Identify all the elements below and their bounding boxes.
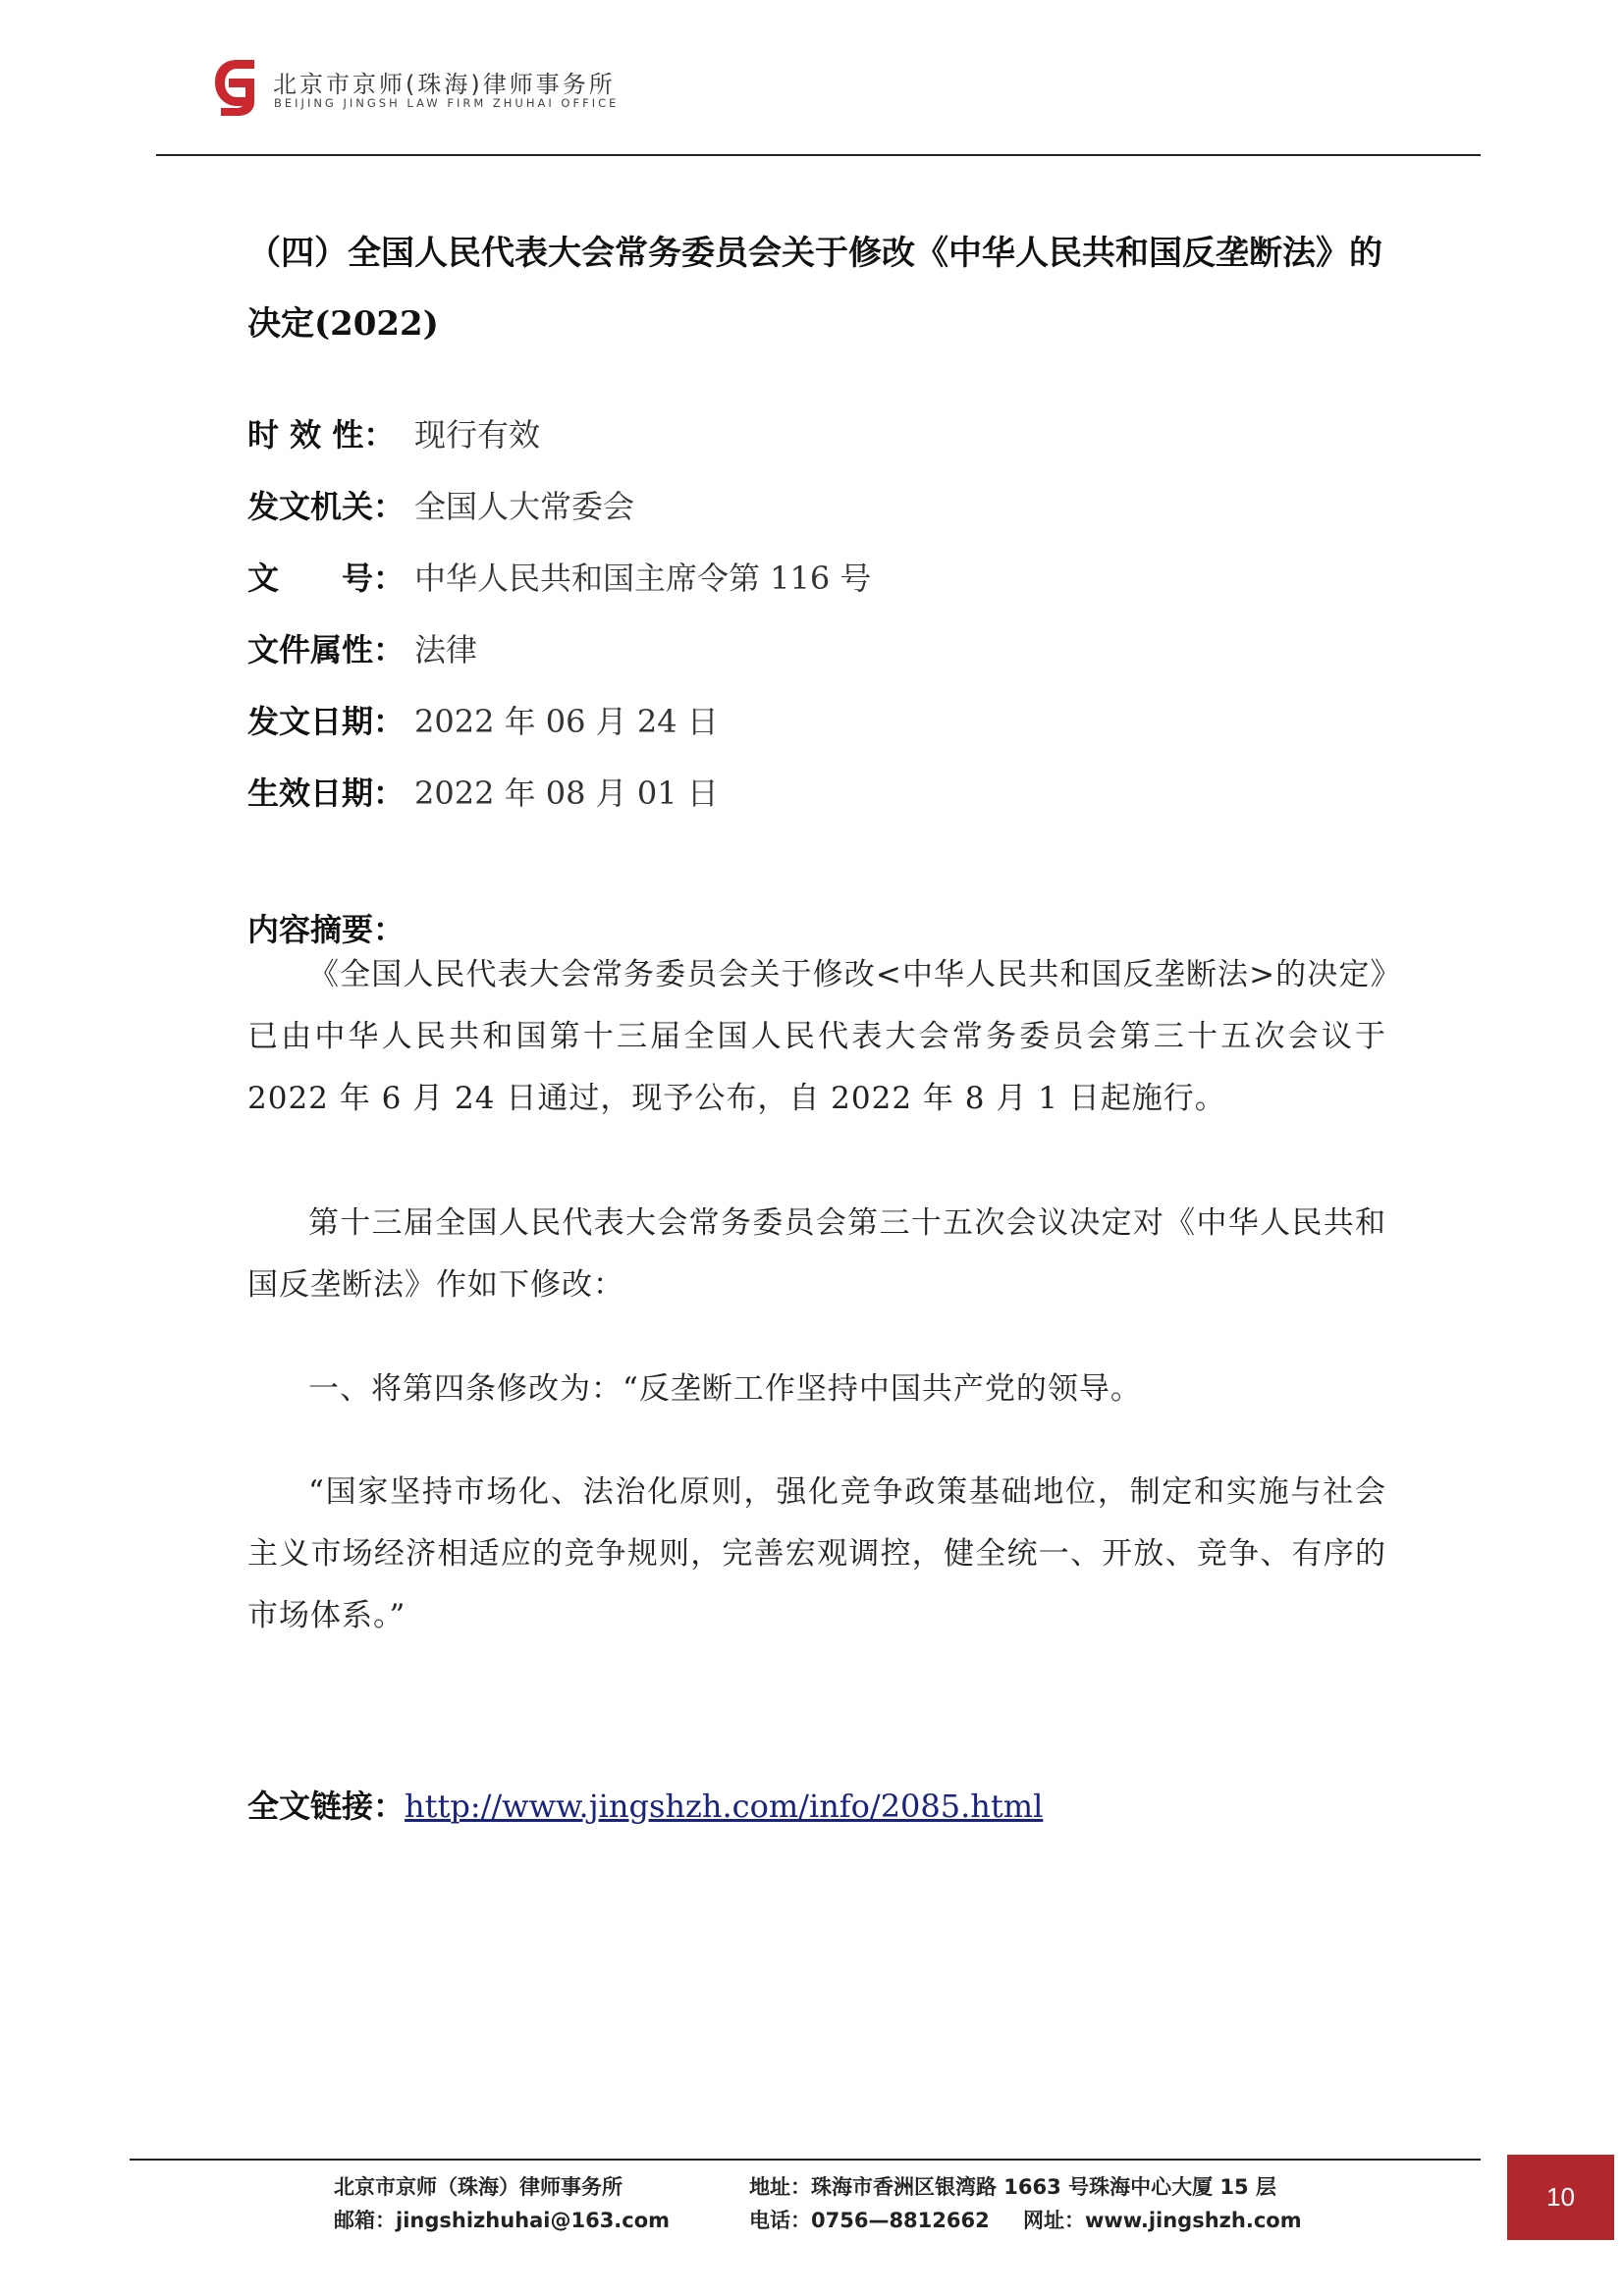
meta-value: 全国人大常委会 bbox=[414, 488, 635, 525]
meta-row-issue-date bbox=[247, 697, 719, 742]
meta-value: 中华人民共和国主席令第 116 号 bbox=[414, 560, 872, 597]
footer-website: 网址：www.jingshzh.com bbox=[1023, 2209, 1302, 2232]
footer-phone: 电话：0756—8812662 bbox=[749, 2209, 990, 2232]
meta-row-type bbox=[247, 625, 477, 670]
summary-paragraph: 《全国人民代表大会常务委员会关于修改<中华人民共和国反垄断法>的决定》已由中华人民共和国第十三届全国人民代表大会常务委员会第三十五次会议于 2022 年 6 月 24 日通过，现予公布，自 2022 年 8 月 1 日起施行。 bbox=[247, 957, 1386, 1116]
amendment-text-paragraph: “国家坚持市场化、法治化原则，强化竞争政策基础地位，制定和实施与社会主义市场经济相适应的竞争规则，完善宏观调控，健全统一、开放、竞争、有序的市场体系。” bbox=[247, 1474, 1386, 1633]
footer-email: 邮箱：jingshizhuhai@163.com bbox=[334, 2209, 671, 2232]
footer-firm-name: 北京市京师（珠海）律师事务所 bbox=[334, 2175, 623, 2199]
meta-value: 法律 bbox=[414, 631, 478, 668]
meta-label: 发文机关： bbox=[247, 488, 406, 525]
document-title: （四）全国人民代表大会常务委员会关于修改《中华人民共和国反垄断法》的决定(2022) bbox=[247, 234, 1382, 344]
firm-name-en: BEIJING JINGSH LAW FIRM ZHUHAI OFFICE bbox=[274, 96, 620, 110]
meta-row-effective-date bbox=[247, 769, 719, 814]
amendment-intro-paragraph: 第十三届全国人民代表大会常务委员会第三十五次会议决定对《中华人民共和国反垄断法》作如下修改： bbox=[247, 1205, 1386, 1303]
meta-row-validity bbox=[247, 410, 540, 455]
meta-value: 现行有效 bbox=[414, 416, 541, 454]
header-divider bbox=[156, 154, 1481, 156]
meta-label: 时 效 性： bbox=[247, 416, 396, 454]
full-text-link[interactable]: http://www.jingshzh.com/info/2085.html bbox=[405, 1788, 1044, 1825]
summary-heading: 内容摘要： bbox=[247, 911, 406, 948]
page-number: 10 bbox=[1546, 2182, 1575, 2212]
meta-label: 发文日期： bbox=[247, 703, 406, 740]
meta-label: 文件属性： bbox=[247, 631, 406, 668]
meta-row-issuer bbox=[247, 482, 634, 527]
meta-label: 生效日期： bbox=[247, 774, 406, 812]
full-text-link-row bbox=[247, 1782, 1043, 1827]
footer-address: 地址：珠海市香洲区银湾路 1663 号珠海中心大厦 15 层 bbox=[749, 2175, 1276, 2199]
jingshi-logo-icon bbox=[211, 57, 262, 118]
amendment-item-paragraph: 一、将第四条修改为：“反垄断工作坚持中国共产党的领导。 bbox=[308, 1371, 1142, 1407]
footer-divider bbox=[130, 2159, 1481, 2161]
meta-value: 2022 年 08 月 01 日 bbox=[414, 774, 719, 812]
full-text-label: 全文链接： bbox=[247, 1788, 406, 1825]
meta-value: 2022 年 06 月 24 日 bbox=[414, 703, 719, 740]
firm-name-cn: 北京市京师(珠海)律师事务所 bbox=[273, 71, 616, 98]
page-number-badge bbox=[1507, 2155, 1614, 2240]
meta-label: 文 号： bbox=[247, 560, 406, 597]
letterhead bbox=[211, 55, 682, 124]
meta-row-document-number bbox=[247, 554, 871, 599]
